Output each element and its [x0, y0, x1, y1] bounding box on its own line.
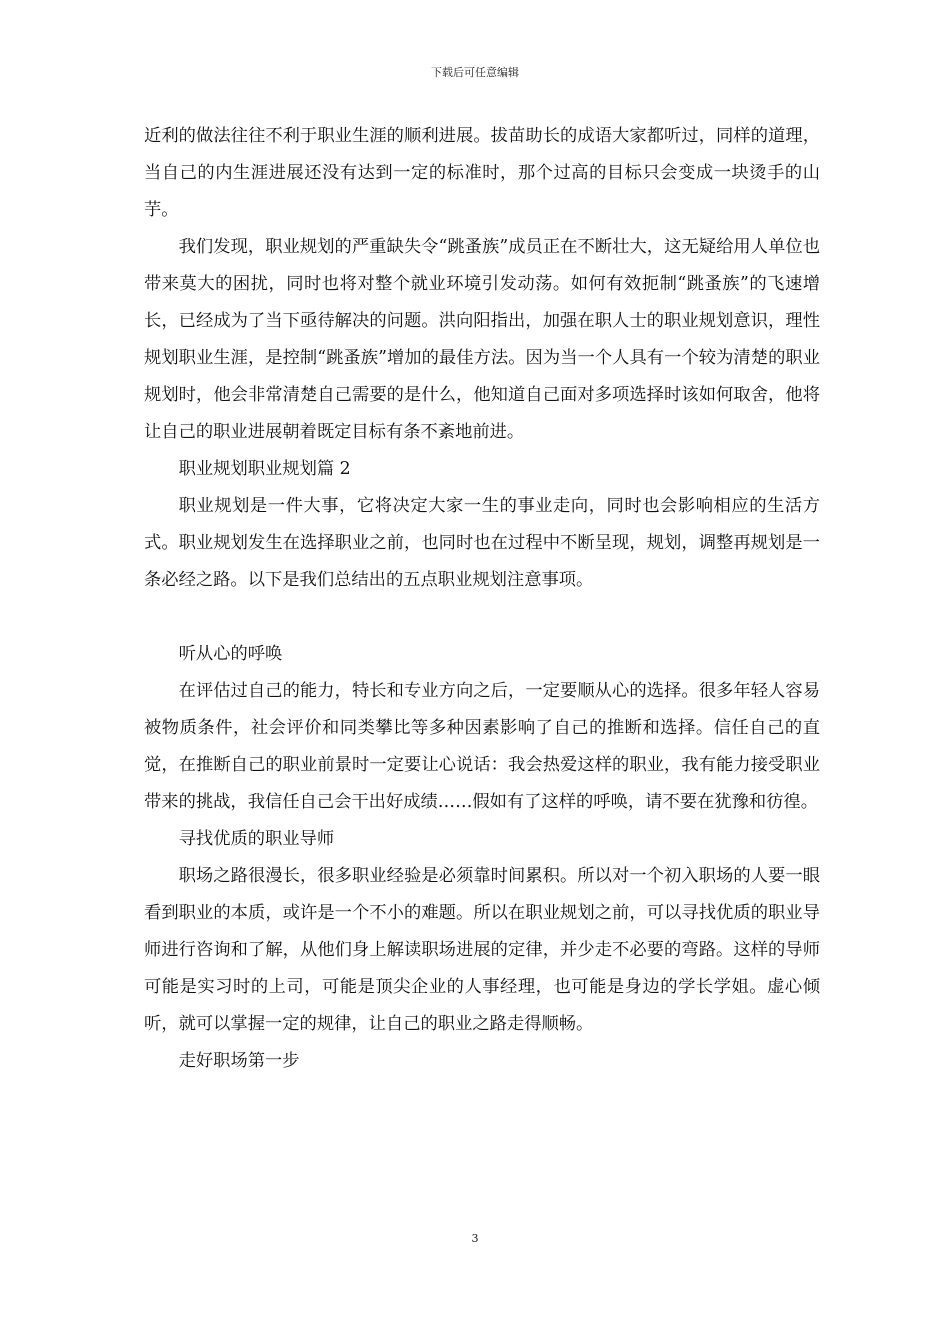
page-header: 下载后可任意编辑 — [431, 66, 519, 79]
paragraph: 在评估过自己的能力，特长和专业方向之后，一定要顺从心的选择。很多年轻人容易被物质条件，社会评价和同类攀比等多种因素影响了自己的推断和选择。信任自己的直觉，在推断自己的职业前景时一定要让心说话：我会热爱这样的职业，我有能力接受职业带来的挑战，我信任自己会干出好成绩……假如有了这样的呼唤，请不要在犹豫和彷徨。 — [144, 681, 820, 812]
paragraph: 我们发现，职业规划的严重缺失令“跳蚤族”成员正在不断壮大，这无疑给用人单位也带来莫大的困扰，同时也将对整个就业环境引发动荡。如何有效扼制“跳蚤族”的飞速增长，已经成为了当下亟待解决的问题。洪向阳指出，加强在职人士的职业规划意识，理性规划职业生涯，是控制“跳蚤族”增加的最佳方法。因为当一个人具有一个较为清楚的职业规划时，他会非常清楚自己需要的是什么，他知道自己面对多项选择时该如何取舍，他将让自己的职业进展朝着既定目标有条不紊地前进。 — [144, 237, 820, 442]
section-heading: 走好职场第一步 — [178, 1051, 300, 1071]
paragraph: 职业规划是一件大事，它将决定大家一生的事业走向，同时也会影响相应的生活方式。职业规划发生在选择职业之前，也同时也在过程中不断呈现，规划，调整再规划是一条必经之路。以下是我们总结出的五点职业规划注意事项。 — [144, 496, 820, 590]
page-number: 3 — [471, 1232, 479, 1245]
paragraph: 职场之路很漫长，很多职业经验是必须靠时间累积。所以对一个初入职场的人要一眼看到职业的本质，或许是一个不小的难题。所以在职业规划之前，可以寻找优质的职业导师进行咨询和了解，从他们身上解读职场进展的定律，并少走不必要的弯路。这样的导师可能是实习时的上司，可能是顶尖企业的人事经理，也可能是身边的学长学姐。虚心倾听，就可以掌握一定的规律，让自己的职业之路走得顺畅。 — [144, 866, 820, 1034]
section-heading: 寻找优质的职业导师 — [178, 829, 335, 849]
document-body — [144, 118, 820, 1080]
section-heading: 职业规划职业规划篇 2 — [178, 459, 351, 479]
section-heading: 听从心的呼唤 — [178, 644, 283, 664]
paragraph-continued: 近利的做法往往不利于职业生涯的顺利进展。拔苗助长的成语大家都听过，同样的道理，当自己的内生涯进展还没有达到一定的标准时，那个过高的目标只会变成一块烫手的山芋。 — [144, 126, 820, 220]
